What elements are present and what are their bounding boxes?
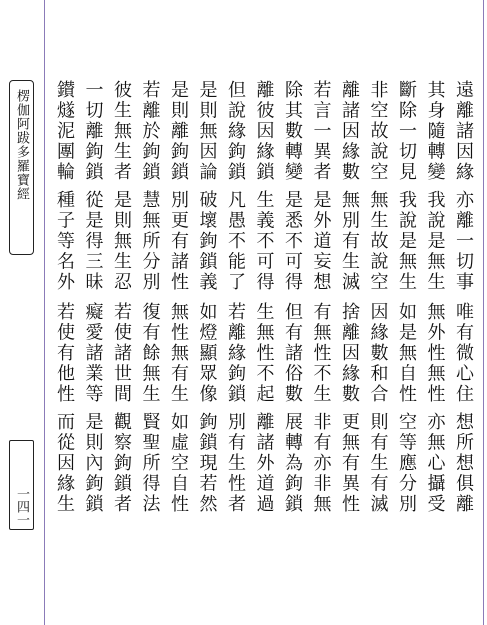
page-number-tab — [9, 440, 34, 530]
verse-line: 若離緣鉤鎖 — [225, 302, 246, 405]
verse-line: 復有餘無生 — [139, 302, 161, 405]
verse-line: 別更有諸性 — [168, 190, 189, 293]
verse-line: 有無性不生 — [310, 302, 332, 405]
verse-line: 別有生性者 — [225, 412, 246, 515]
verse-line: 空等應分別 — [396, 412, 417, 515]
verse-line: 若離於鉤鎖 — [139, 80, 161, 183]
verse-line: 慧無所分別 — [139, 190, 161, 293]
verse-line: 生義不可得 — [253, 190, 275, 293]
verse-line: 而從因緣生 — [54, 412, 75, 515]
verse-line: 生無性不起 — [253, 302, 275, 405]
verse-line: 如虛空自性 — [168, 412, 189, 515]
verse-line: 捨離因緣數 — [339, 302, 360, 405]
verse-line: 遠離諸因緣 — [453, 80, 474, 183]
verse-line: 若言一異者 — [310, 80, 332, 183]
verse-line: 如燈顯眾像 — [196, 302, 218, 405]
verse-line: 無外性無性 — [424, 302, 446, 405]
verse-line: 是則無生忍 — [111, 190, 132, 293]
verse-line: 展轉為鉤鎖 — [282, 412, 303, 515]
verse-line: 凡愚不能了 — [225, 190, 246, 293]
verse-line: 離諸因緣數 — [339, 80, 360, 183]
verse-line: 是則離鉤鎖 — [168, 80, 189, 183]
verse-line: 唯有微心住 — [453, 302, 474, 405]
book-title-tab — [9, 80, 34, 255]
verse-line: 離彼因緣鎖 — [253, 80, 275, 183]
verse-line: 鉤鎖現若然 — [196, 412, 218, 515]
verse-line: 是則無因論 — [196, 80, 218, 183]
verse-line: 一切離鉤鎖 — [82, 80, 104, 183]
verse-line: 亦無心攝受 — [424, 412, 446, 515]
verse-line: 除其數轉變 — [282, 80, 303, 183]
verse-line: 鑚燧泥團輪 — [54, 80, 75, 183]
verse-line: 如是無自性 — [396, 302, 417, 405]
verse-line: 非空故說空 — [367, 80, 389, 183]
verse-line: 破壞鉤鎖義 — [196, 190, 218, 293]
book-title: 楞伽阿跋多羅寶經 — [14, 89, 29, 201]
verse-line: 若使有他性 — [54, 302, 75, 405]
verse-line: 但有諸俗數 — [282, 302, 303, 405]
verse-line: 我說是無生 — [396, 190, 417, 293]
verse-line: 從是得三昧 — [82, 190, 104, 293]
verse-line: 若使諸世間 — [111, 302, 132, 405]
verse-line: 我說是無生 — [424, 190, 446, 293]
verse-line: 是悉不可得 — [282, 190, 303, 293]
verse-line: 則有生有滅 — [367, 412, 389, 515]
page-number: 一四一 — [14, 487, 29, 526]
verse-line: 無性無有生 — [168, 302, 189, 405]
verse-line: 更無有異性 — [339, 412, 360, 515]
verse-line: 其身隨轉變 — [424, 80, 446, 183]
verse-line: 想所想俱離 — [453, 412, 474, 515]
verse-line: 但說緣鉤鎖 — [225, 80, 246, 183]
verse-line: 非有亦非無 — [310, 412, 332, 515]
verse-line: 無別有生滅 — [339, 190, 360, 293]
verse-line: 是則內鉤鎖 — [82, 412, 104, 515]
verse-line: 亦離一切事 — [453, 190, 474, 293]
verse-line: 無生故說空 — [367, 190, 389, 293]
verse-line: 癡愛諸業等 — [82, 302, 104, 405]
verse-line: 因緣數和合 — [367, 302, 389, 405]
verse-line: 賢聖所得法 — [139, 412, 161, 515]
verse-line: 是外道妄想 — [310, 190, 332, 293]
verse-line: 斷除一切見 — [396, 80, 417, 183]
verse-line: 觀察鉤鎖者 — [111, 412, 132, 515]
verse-line: 種子等名外 — [54, 190, 75, 293]
verse-line: 彼生無生者 — [111, 80, 132, 183]
verse-line: 離諸外道過 — [253, 412, 275, 515]
